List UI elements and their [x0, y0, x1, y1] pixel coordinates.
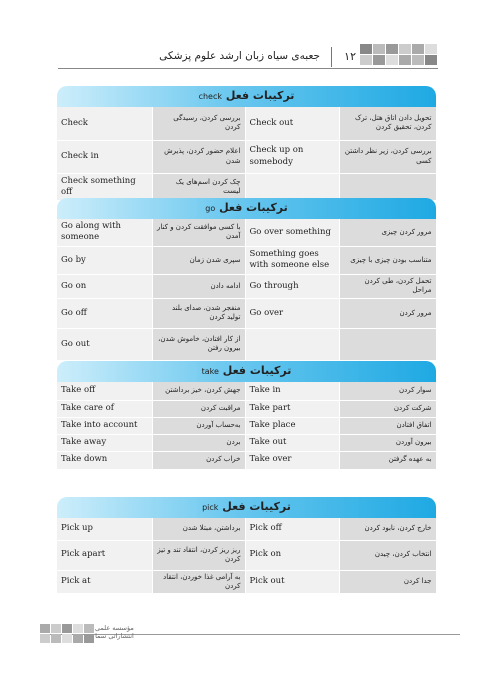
meaning	[339, 328, 436, 360]
meaning	[339, 173, 436, 201]
table-row	[57, 173, 436, 201]
publisher-line1: مؤسسه علمی	[95, 624, 134, 632]
phrase: Pick on	[245, 540, 339, 570]
section-title: ترکیبات فعل	[219, 201, 288, 214]
meaning: به‌حساب آوردن	[152, 417, 245, 434]
table-row	[57, 451, 436, 469]
phrase: Pick off	[245, 518, 339, 540]
phrase: Check in	[57, 140, 152, 173]
meaning: تحمل کردن، طی کردن مراحل	[339, 274, 436, 298]
table-row	[57, 382, 436, 400]
section-banner	[57, 198, 436, 219]
phrasal-table	[57, 518, 437, 594]
page-footer	[40, 624, 460, 654]
meaning: بردن	[152, 434, 245, 451]
phrase: Check	[57, 107, 152, 140]
meaning: با کسی موافقت کردن و کنار آمدن	[152, 219, 245, 246]
phrase: Go on	[57, 274, 152, 298]
table-row	[57, 107, 436, 140]
meaning: بررسی کردن، زیر نظر داشتن کسی	[339, 140, 436, 173]
section-title: ترکیبات فعل	[222, 364, 292, 377]
phrasal-table	[57, 107, 437, 201]
publisher-name	[95, 624, 134, 641]
phrase: Go along with someone	[57, 219, 152, 246]
table-row	[57, 434, 436, 451]
meaning: به آرامی غذا خوردن، انتقاد کردن	[152, 570, 245, 594]
phrasal-table	[57, 382, 437, 470]
section-banner	[57, 361, 436, 382]
page-header	[58, 44, 438, 74]
meaning: جهش کردن، خیز برداشتن	[152, 382, 245, 400]
meaning: ادامه دادن	[152, 274, 245, 298]
meaning: به عهده گرفتن	[339, 451, 436, 469]
section-verb: check	[198, 92, 222, 101]
phrase: Go over something	[245, 219, 339, 246]
phrase: Check up on somebody	[245, 140, 339, 173]
section-title: ترکیبات فعل	[225, 89, 295, 102]
phrase: Something goes with someone else	[245, 246, 339, 274]
section-verb: pick	[202, 503, 219, 512]
phrase	[245, 328, 339, 360]
table-row	[57, 274, 436, 298]
meaning: شرکت کردن	[339, 400, 436, 417]
phrase: Pick up	[57, 518, 152, 540]
header-rule	[58, 68, 438, 69]
meaning: مراقبت کردن	[152, 400, 245, 417]
page-number: ۱۲	[344, 50, 356, 63]
meaning: مرور کردن چیزی	[339, 219, 436, 246]
table-row	[57, 540, 436, 570]
meaning: چک کردن اسم‌های یک لیست	[152, 173, 245, 201]
meaning: ریز ریز کردن، انتقاد تند و تیز کردن	[152, 540, 245, 570]
publisher-line2: انتشاراتی سما	[95, 632, 134, 641]
section-pick	[57, 497, 436, 594]
phrase: Pick out	[245, 570, 339, 594]
phrasal-table	[57, 219, 437, 361]
phrase: Take over	[245, 451, 339, 469]
phrase	[245, 173, 339, 201]
table-row	[57, 298, 436, 328]
phrase: Take into account	[57, 417, 152, 434]
meaning: مرور کردن	[339, 298, 436, 328]
phrase: Go by	[57, 246, 152, 274]
table-row	[57, 518, 436, 540]
section-verb: take	[201, 367, 219, 376]
phrase: Check something off	[57, 173, 152, 201]
phrase: Check out	[245, 107, 339, 140]
table-row	[57, 328, 436, 360]
phrase: Pick apart	[57, 540, 152, 570]
phrase: Pick at	[57, 570, 152, 594]
meaning: از کار افتادن، خاموش شدن، بیرون رفتن	[152, 328, 245, 360]
meaning: انتخاب کردن، چیدن	[339, 540, 436, 570]
meaning: اتفاق افتادن	[339, 417, 436, 434]
meaning: خراب کردن	[152, 451, 245, 469]
meaning: تحویل دادن اتاق هتل، ترک کردن، تحقیق کردن	[339, 107, 436, 140]
meaning: اعلام حضور کردن، پذیرش شدن	[152, 140, 245, 173]
meaning: جدا کردن	[339, 570, 436, 594]
header-separator	[331, 47, 332, 67]
phrase: Go over	[245, 298, 339, 328]
phrase: Take care of	[57, 400, 152, 417]
phrase: Take away	[57, 434, 152, 451]
meaning: بررسی کردن، رسیدگی کردن	[152, 107, 245, 140]
header-decoration	[360, 44, 438, 66]
table-row	[57, 417, 436, 434]
section-take	[57, 361, 436, 470]
book-title: جعبه‌ی سیاه زبان ارشد علوم پزشکی	[159, 50, 320, 62]
section-verb: go	[205, 204, 216, 213]
meaning: برداشتن، مبتلا شدن	[152, 518, 245, 540]
phrase: Take part	[245, 400, 339, 417]
section-banner	[57, 497, 436, 518]
table-row	[57, 400, 436, 417]
table-row	[57, 570, 436, 594]
meaning: متناسب بودن چیزی با چیزی	[339, 246, 436, 274]
meaning: خارج کردن، نابود کردن	[339, 518, 436, 540]
phrase: Take off	[57, 382, 152, 400]
phrase: Go off	[57, 298, 152, 328]
meaning: منفجر شدن، صدای بلند تولید کردن	[152, 298, 245, 328]
table-row	[57, 246, 436, 274]
phrase: Go out	[57, 328, 152, 360]
section-banner	[57, 86, 436, 107]
meaning: سوار کردن	[339, 382, 436, 400]
phrase: Go through	[245, 274, 339, 298]
meaning: بیرون آوردن	[339, 434, 436, 451]
phrase: Take in	[245, 382, 339, 400]
section-check	[57, 86, 436, 201]
table-row	[57, 219, 436, 246]
meaning: سپری شدن زمان	[152, 246, 245, 274]
section-go	[57, 198, 436, 361]
section-title: ترکیبات فعل	[222, 500, 291, 513]
table-row	[57, 140, 436, 173]
phrase: Take out	[245, 434, 339, 451]
phrase: Take place	[245, 417, 339, 434]
phrase: Take down	[57, 451, 152, 469]
